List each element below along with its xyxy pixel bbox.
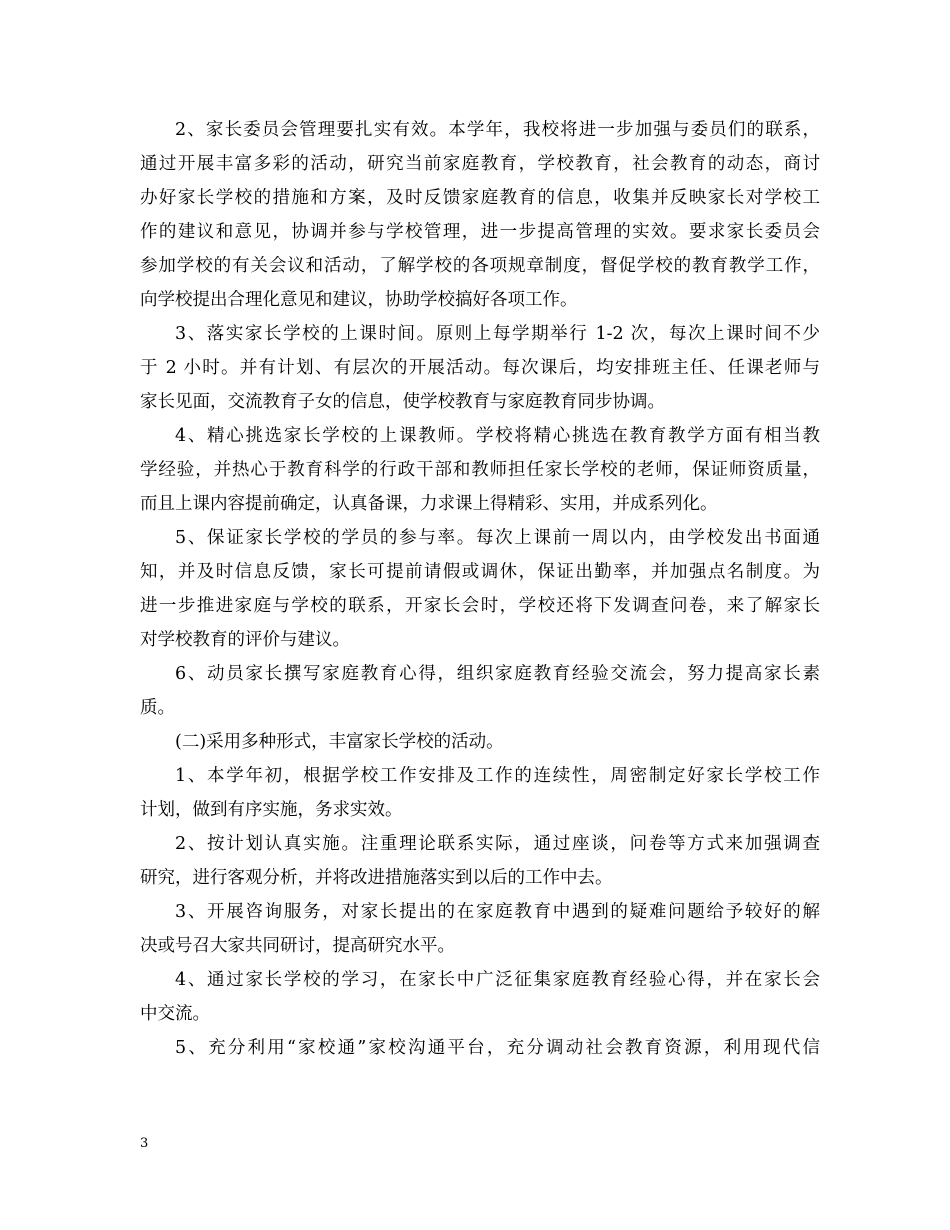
- paragraph-line: 作的建议和意见，协调并参与学校管理，进一步提高管理的实效。要求家长委员会: [140, 222, 820, 242]
- paragraph-line: 中交流。: [140, 1004, 210, 1024]
- paragraph-line: 学经验，并热心于教育科学的行政干部和教师担任家长学校的老师，保证师资质量，: [140, 460, 820, 480]
- paragraph-line: 知，并及时信息反馈，家长可提前请假或调休，保证出勤率，并加强点名制度。为: [140, 562, 820, 582]
- paragraph-line: 2、家长委员会管理要扎实有效。本学年，我校将进一步加强与委员们的联系，: [175, 120, 820, 140]
- paragraph-line: 研究，进行客观分析，并将改进措施落实到以后的工作中去。: [140, 868, 613, 888]
- paragraph-line: 对学校教育的评价与建议。: [140, 630, 350, 650]
- paragraph-line: 决或号召大家共同研讨，提高研究水平。: [140, 936, 455, 956]
- paragraph-line: 4、精心挑选家长学校的上课教师。学校将精心挑选在教育教学方面有相当教: [175, 426, 820, 446]
- paragraph-line: 3、开展咨询服务，对家长提出的在家庭教育中遇到的疑难问题给予较好的解: [175, 902, 820, 922]
- paragraph-line: 而且上课内容提前确定，认真备课，力求课上得精彩、实用，并成系列化。: [140, 494, 718, 514]
- paragraph-line: 于 2 小时。并有计划、有层次的开展活动。每次课后，均安排班主任、任课老师与: [140, 358, 820, 378]
- paragraph-line: 进一步推进家庭与学校的联系，开家长会时，学校还将下发调查问卷，来了解家长: [140, 596, 820, 616]
- paragraph-line: 5、充分利用“家校通”家校沟通平台，充分调动社会教育资源，利用现代信: [175, 1038, 820, 1058]
- paragraph-line: 参加学校的有关会议和活动，了解学校的各项规章制度，督促学校的教育教学工作，: [140, 256, 820, 276]
- page-number: 3: [140, 1136, 149, 1151]
- paragraph-line: 办好家长学校的措施和方案，及时反馈家庭教育的信息，收集并反映家长对学校工: [140, 188, 820, 208]
- paragraph-line: 家长见面，交流教育子女的信息，使学校教育与家庭教育同步协调。: [140, 392, 665, 412]
- paragraph-line: 通过开展丰富多彩的活动，研究当前家庭教育，学校教育，社会教育的动态，商讨: [140, 154, 820, 174]
- paragraph-line: 质。: [140, 698, 175, 718]
- section-heading: (二)采用多种形式，丰富家长学校的活动。: [175, 732, 504, 752]
- paragraph-line: 4、通过家长学校的学习，在家长中广泛征集家庭教育经验心得，并在家长会: [175, 970, 820, 990]
- paragraph-line: 计划，做到有序实施，务求实效。: [140, 800, 403, 820]
- paragraph-line: 向学校提出合理化意见和建议，协助学校搞好各项工作。: [140, 290, 578, 310]
- paragraph-line: 5、保证家长学校的学员的参与率。每次上课前一周以内，由学校发出书面通: [175, 528, 820, 548]
- body-text: [140, 113, 820, 1065]
- paragraph-line: 6、动员家长撰写家庭教育心得，组织家庭教育经验交流会，努力提高家长素: [175, 664, 820, 684]
- paragraph-line: 2、按计划认真实施。注重理论联系实际，通过座谈，问卷等方式来加强调查: [175, 834, 820, 854]
- paragraph-line: 1、本学年初，根据学校工作安排及工作的连续性，周密制定好家长学校工作: [175, 766, 820, 786]
- paragraph-line: 3、落实家长学校的上课时间。原则上每学期举行 1-2 次，每次上课时间不少: [175, 324, 820, 344]
